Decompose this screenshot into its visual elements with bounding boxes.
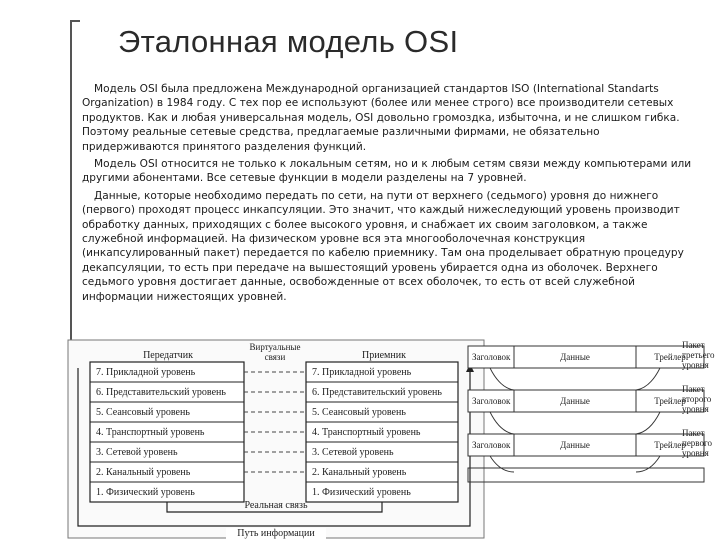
sender-layer-6: 6. Представительский уровень [96,387,226,398]
packet-2-data: Данные [560,396,590,406]
packet-1-caption: Пакет первого уровня [682,428,712,458]
receiver-layer-4: 4. Транспортный уровень [312,427,421,438]
packet-3-header: Заголовок [472,352,511,362]
packet-3-data: Данные [560,352,590,362]
receiver-layer-2: 2. Канальный уровень [312,467,407,478]
packet-3-trailer: Трейлер [654,352,686,362]
packet-3-caption: Пакет третьего уровня [682,340,715,370]
packet-1-trailer: Трейлер [654,440,686,450]
osi-figure [0,338,720,540]
packet-2-caption: Пакет второго уровня [682,384,712,414]
paragraph-3: Данные, которые необходимо передать по сети, на пути от верхнего (седьмого) уровня до нижнего (первого) проходят процесс инкапсуляции. Это значит, что каждый нижеследующий уровень производит обработку данных, приходящих с более высокого уровня, и снабжает их своим заголовком, а также служебной информацией. На физическом уровне вся эта многооболочечная конструкция (инкапсулированный пакет) передается по кабелю приемнику. Там она проделывает обратную процедуру декапсуляции, то есть при передаче на вышестоящий уровень убирается одна из оболочек. Верхнего седьмого уровня достигает данные, освобожденные от всех оболочек, то есть от всей служебной информации нижестоящих уровней. [82,189,684,303]
packet-1-header: Заголовок [472,440,511,450]
sender-layer-3: 3. Сетевой уровень [96,447,178,458]
packet-2-trailer: Трейлер [654,396,686,406]
title-bracket [70,20,80,340]
body-text [82,82,694,307]
receiver-layer-1: 1. Физический уровень [312,487,411,498]
sender-layer-1: 1. Физический уровень [96,487,195,498]
receiver-layer-3: 3. Сетевой уровень [312,447,394,458]
paragraph-2: Модель OSI относится не только к локальным сетям, но и к любым сетям связи между компьютерами или другими абонентами. Все сетевые функции в модели разделены на 7 уровней. [82,158,692,185]
info-path-label: Путь информации [226,528,326,540]
virtual-link-label: Виртуальные связи [249,342,301,362]
page-title: Эталонная модель OSI [118,24,459,59]
sender-layer-5: 5. Сеансовый уровень [96,407,190,418]
receiver-layer-5: 5. Сеансовый уровень [312,407,406,418]
receiver-label: Приемник [362,350,406,361]
receiver-layer-6: 6. Представительский уровень [312,387,442,398]
paragraph-1: Модель OSI была предложена Международной организацией стандартов ISO (International Standarts Organization) в 1984 году. С тех пор ее используют (более или менее строго) все производители сетевых продуктов. Как и любая универсальная модель, OSI довольно громоздка, избыточна, и не слишком гибка. Поэтому реальные сетевые средства, предлагаемые различными фирмами, не обязательно придерживаются принятого разделения функций. [82,83,680,153]
real-link-label: Реальная связь [244,500,308,511]
receiver-layer-7: 7. Прикладной уровень [312,367,412,378]
sender-label: Передатчик [143,350,193,361]
sender-layer-2: 2. Канальный уровень [96,467,191,478]
packet-2-header: Заголовок [472,396,511,406]
sender-layer-7: 7. Прикладной уровень [96,367,196,378]
packet-1-data: Данные [560,440,590,450]
sender-layer-4: 4. Транспортный уровень [96,427,205,438]
next-packet-box [468,468,704,482]
